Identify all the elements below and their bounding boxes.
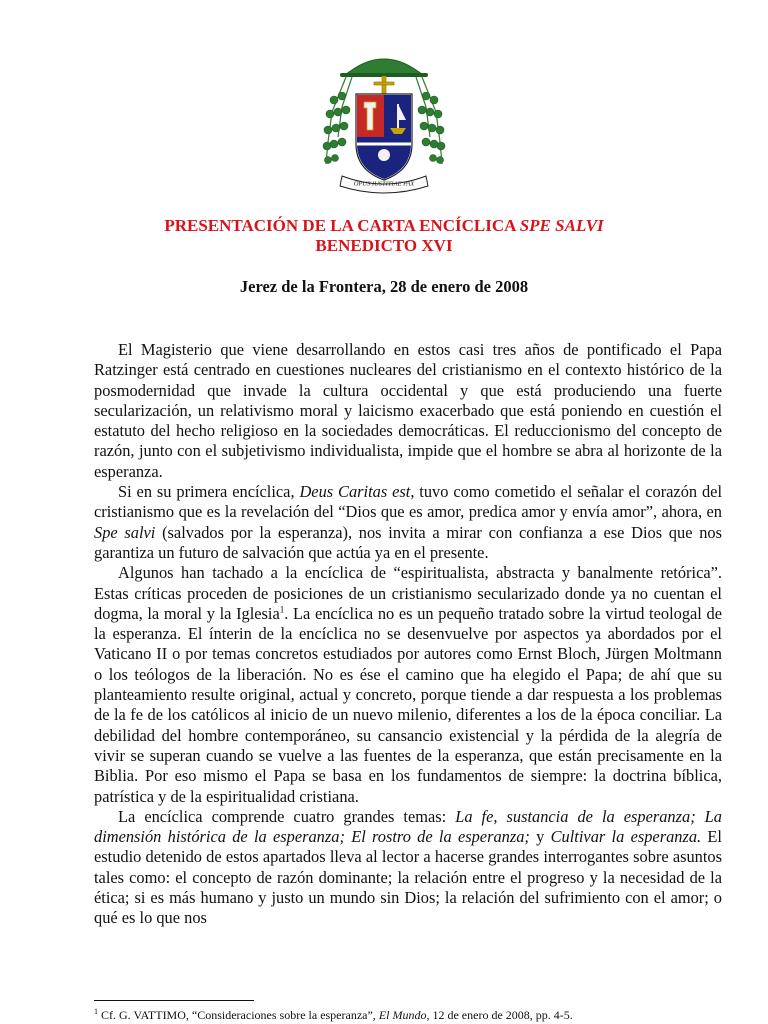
p3-text-a: Algunos han tachado a la encíclica de “espiritualista, abstracta y banalmente retórica”. Estas críticas proceden de posiciones de un cristianismo secularizado donde ya no cuentan el dogma, la moral y la Iglesia <box>94 563 722 623</box>
p4-italic-themes: La fe, sustancia de la esperanza; La dimensión histórica de la esperanza; El rostro de la esperanza; <box>94 806 722 847</box>
document-body <box>94 340 722 929</box>
motto-text: OPUS IUSTITIAE PAX <box>353 180 415 188</box>
footnote-text-b: , 12 de enero de 2008, pp. 4-5. <box>426 1008 573 1022</box>
footnote-ref[interactable]: 1 <box>279 604 285 615</box>
tassels-left-icon <box>323 77 352 164</box>
p2-italic-spe-salvi: Spe salvi <box>94 522 156 542</box>
footnote-text-a: Cf. G. VATTIMO, “Consideraciones sobre la esperanza”, <box>98 1008 379 1022</box>
title-prefix: PRESENTACIÓN DE LA CARTA ENCÍCLICA <box>164 216 520 235</box>
document-title-line1 <box>0 216 768 236</box>
footnote-separator <box>94 1000 254 1001</box>
p2-text-a: Si en su primera encíclica, <box>118 482 300 502</box>
title-italic: SPE SALVI <box>519 216 604 235</box>
p4-italic-cultivar: Cultivar la esperanza. <box>550 827 702 847</box>
shield-icon <box>356 94 412 180</box>
footnote-italic: El Mundo <box>378 1008 427 1022</box>
paragraph-3 <box>94 563 722 807</box>
coat-of-arms-image <box>322 52 446 194</box>
paragraph-4 <box>94 807 722 929</box>
paragraph-2 <box>94 482 722 563</box>
p4-text-b: y <box>529 827 551 847</box>
dateline: Jerez de la Frontera, 28 de enero de 2008 <box>239 277 529 296</box>
p2-text-b: , tuvo como cometido el señalar el corazón del cristianismo que es la revelación del “Dios que es amor, predica amor y envía amor”, ahora, en <box>94 482 723 522</box>
paragraph-1: El Magisterio que viene desarrollando en estos casi tres años de pontificado el Papa Ratzinger está centrado en cuestiones nucleares del cristianismo en el contexto histórico de la posmodernidad que invade la cultura occidental y que está produciendo una fuerte secularización, un relativismo moral y laicismo exacerbado que está poniendo en cuestión el estatuto del hecho religioso en la sociedades democráticas. El reduccionismo del concepto de razón, junto con el subjetivismo individualista, impide que el hombre se abra al horizonte de la esperanza. <box>94 340 722 481</box>
p2-italic-deus-caritas: Deus Caritas est <box>299 482 411 502</box>
p2-text-c: (salvados por la esperanza), nos invita a mirar con confianza a ese Dios que nos garantiza un futuro de salvación que actúa ya en el presente. <box>94 522 722 562</box>
footnote <box>94 1008 734 1022</box>
p3-text-b: . La encíclica no es un pequeño tratado sobre la virtud teologal de la esperanza. El ínterin de la encíclica no se desenvuelve por aspectos ya abordados por el Vaticano II o por temas concretos estudiados por autores como Ernst Bloch, Jürgen Moltmann o los teólogos de la liberación. No es ése el camino que ha elegido el Papa; de ahí que su planteamiento resulte original, actual y concreto, porque tiende a dar respuesta a los problemas de la fe de los católicos al inicio de un nuevo milenio, diferentes a los de la época conciliar. La debilidad del hombre contemporáneo, su cansancio existencial y la pérdida de la alegría de vivir se superan cuando se vuelve a las fuentes de la esperanza, que están precisamente en la Biblia. Por eso mismo el Papa se basa en los fundamentos de siempre: la doctrina bíblica, patrística y de la espiritualidad cristiana. <box>94 603 722 806</box>
p4-text-c: El estudio detenido de estos apartados lleva al lector a hacerse grandes interrogantes sobre asuntos tales como: el concepto de razón dominante; la relación entre el progreso y la necesidad de la ética; si es más humano y justo un mundo sin Dios; la relación del sufrimiento con el amor; o qué es lo que nos <box>94 827 722 928</box>
tassels-right-icon <box>416 77 445 164</box>
p4-text-a: La encíclica comprende cuatro grandes temas: <box>118 806 456 826</box>
galero-hat-icon <box>346 59 422 74</box>
footnote-marker: 1 <box>94 1007 98 1016</box>
document-title-line2: BENEDICTO XVI <box>315 236 453 255</box>
